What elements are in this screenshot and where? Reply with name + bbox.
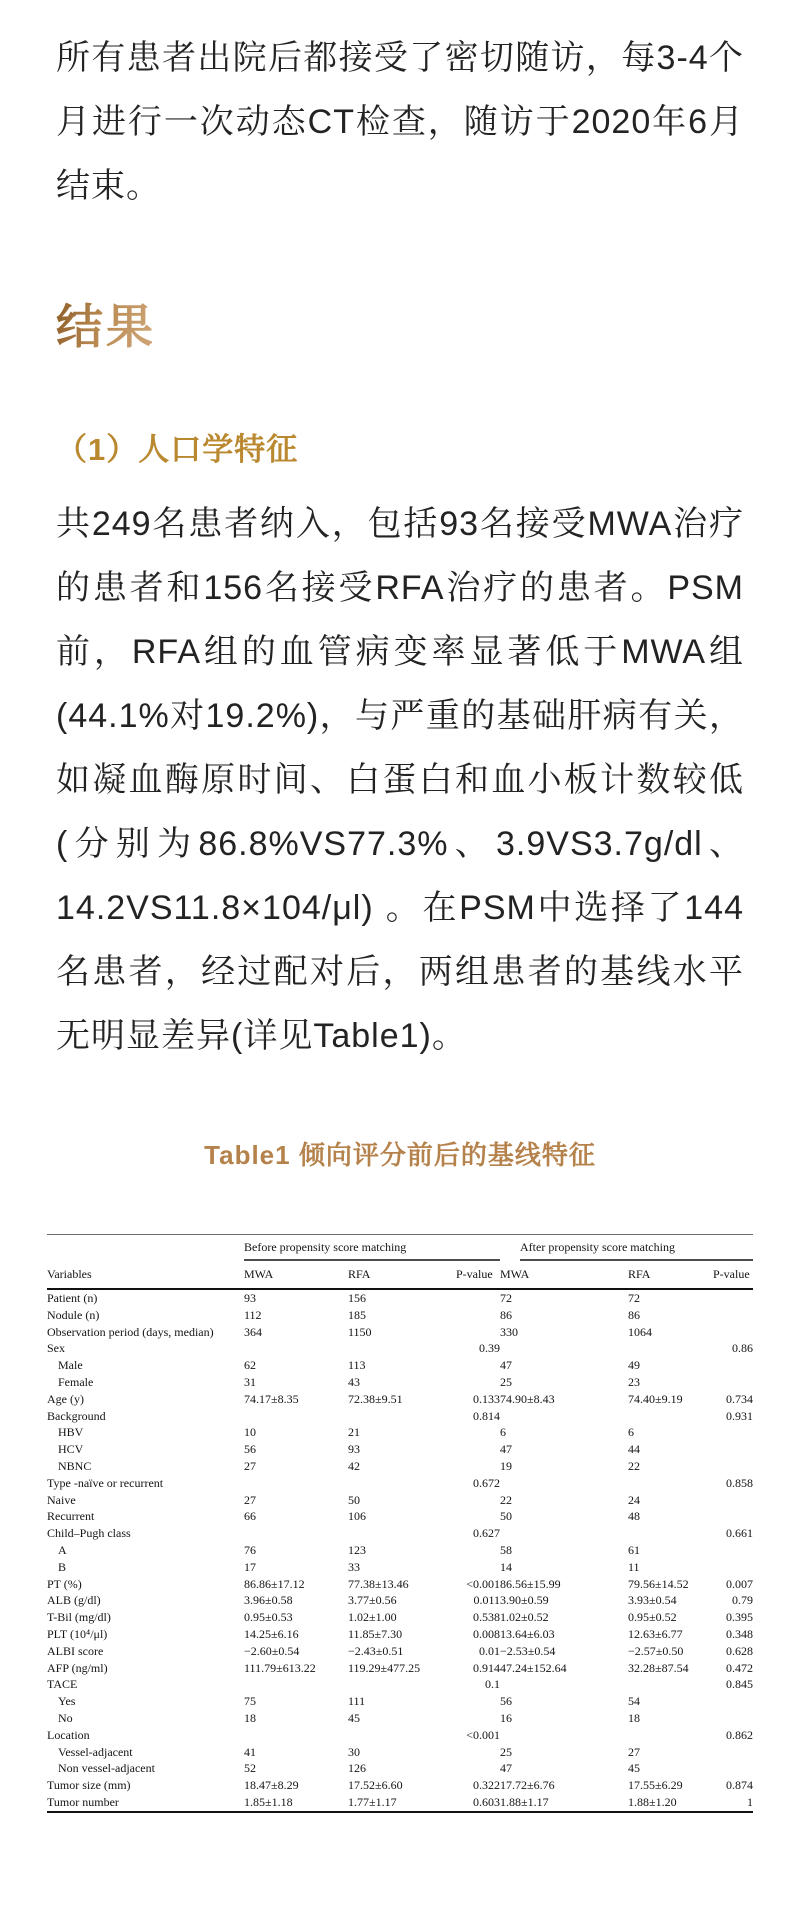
table-cell: 3.77±0.56 — [348, 1593, 397, 1608]
table-cell: 0.734 — [726, 1391, 754, 1406]
group-header-row — [47, 1235, 753, 1262]
table-row — [47, 1525, 753, 1542]
paragraph-followup: 所有患者出院后都接受了密切随访，每3-4个月进行一次动态CT检查，随访于2020年6月结束。 — [56, 39, 744, 205]
table-cell: 21 — [348, 1425, 360, 1440]
table-row — [47, 1391, 753, 1408]
table-cell — [500, 1475, 628, 1492]
table-cell: 1 — [747, 1794, 754, 1809]
table-cell: 126 — [348, 1761, 366, 1776]
table-cell — [713, 1693, 753, 1710]
table-cell: 33 — [348, 1559, 360, 1574]
table-cell: 43 — [348, 1374, 360, 1389]
table-cell: 0.007 — [726, 1576, 754, 1591]
table-cell — [244, 1525, 348, 1542]
table-cell: 72.38±9.51 — [348, 1391, 403, 1406]
table-cell — [456, 1374, 500, 1391]
row-label: Female — [58, 1374, 94, 1389]
table-cell: 0.95±0.53 — [244, 1610, 293, 1625]
table-cell: 111 — [348, 1694, 366, 1709]
table-cell: 12.63±6.77 — [628, 1626, 683, 1641]
row-label: TACE — [47, 1677, 78, 1692]
table-cell — [713, 1458, 753, 1475]
table-cell: 0.661 — [726, 1526, 754, 1541]
row-label: Non vessel-adjacent — [58, 1761, 155, 1776]
table-row — [47, 1643, 753, 1660]
table-row — [47, 1559, 753, 1576]
table-cell: 113 — [348, 1358, 366, 1373]
table-cell: 0.814 — [473, 1408, 500, 1423]
table-cell: 56 — [500, 1694, 512, 1709]
table-cell: 31 — [244, 1374, 256, 1389]
table-cell: 42 — [348, 1458, 360, 1473]
row-label: HCV — [58, 1442, 84, 1457]
table-cell — [713, 1508, 753, 1525]
table-row — [47, 1441, 753, 1458]
table-row — [47, 1693, 753, 1710]
table-cell — [348, 1475, 456, 1492]
table-cell: 0.672 — [473, 1475, 500, 1490]
row-label: Background — [47, 1408, 106, 1423]
table-cell: 0.603 — [473, 1794, 500, 1809]
column-header-rfa-after: RFA — [628, 1261, 713, 1289]
table-cell: 45 — [628, 1761, 640, 1776]
table-cell: 0.01 — [479, 1643, 500, 1658]
table-cell: 93 — [348, 1442, 360, 1457]
table-cell: 10 — [244, 1425, 256, 1440]
table-cell: 11.85±7.30 — [348, 1626, 403, 1641]
column-header-mwa-before: MWA — [244, 1261, 348, 1289]
table-cell — [456, 1324, 500, 1341]
table-cell — [456, 1307, 500, 1324]
table-cell — [348, 1676, 456, 1693]
table-cell — [456, 1760, 500, 1777]
paragraph-demographics: 共249名患者纳入，包括93名接受MWA治疗的患者和156名接受RFA治疗的患者。PSM前，RFA组的血管病变率显著低于MWA组(44.1%对19.2%)，与严重的基础肝病有关，如凝血酶原时间、白蛋白和血小板计数较低(分别为86.8%VS77.3%、3.9VS3.7g/dl、14.2VS11.8×104/μl) 。在PSM中选择了144名患者，经过配对后，两组患者的基线水平无明显差异(详见Table1)。 — [56, 505, 744, 1055]
table-row — [47, 1374, 753, 1391]
table-cell: 1.77±1.17 — [348, 1794, 397, 1809]
table-cell: 45 — [348, 1710, 360, 1725]
row-label: Sex — [47, 1341, 65, 1356]
table-row — [47, 1760, 753, 1777]
table-cell: 0.538 — [473, 1610, 500, 1625]
table-cell: 13.64±6.03 — [500, 1626, 555, 1641]
group-header-before-label: Before propensity score matching — [244, 1240, 500, 1261]
table-cell: 74.17±8.35 — [244, 1391, 299, 1406]
table-cell: 0.931 — [726, 1408, 754, 1423]
table-cell: 0.627 — [473, 1526, 500, 1541]
table-row — [47, 1475, 753, 1492]
table-cell: 32.28±87.54 — [628, 1660, 689, 1675]
table-cell: 18.47±8.29 — [244, 1778, 299, 1793]
row-label: PLT (10⁴/μl) — [47, 1626, 108, 1641]
column-header-variables: Variables — [47, 1235, 244, 1290]
row-label: NBNC — [58, 1458, 92, 1473]
table1-title: Table1 倾向评分前后的基线特征 — [204, 1140, 596, 1170]
table-cell — [713, 1324, 753, 1341]
table-row — [47, 1357, 753, 1374]
table-cell: 119.29±477.25 — [348, 1660, 421, 1675]
row-label: Child–Pugh class — [47, 1526, 131, 1541]
table-cell — [713, 1424, 753, 1441]
table-cell: 74.40±9.19 — [628, 1391, 683, 1406]
table-cell: 27 — [244, 1458, 256, 1473]
table-cell: 17.52±6.60 — [348, 1778, 403, 1793]
table-row — [47, 1340, 753, 1357]
row-label: Observation period (days, median) — [47, 1324, 214, 1339]
table-cell: 3.93±0.54 — [628, 1593, 677, 1608]
table-cell: 72 — [628, 1291, 640, 1305]
column-header-pvalue-before: P-value — [456, 1261, 500, 1289]
table-cell — [348, 1525, 456, 1542]
table-cell: 0.86 — [732, 1341, 754, 1356]
table-cell: 0.133 — [473, 1391, 500, 1406]
table-cell: 47 — [500, 1358, 512, 1373]
table-row — [47, 1458, 753, 1475]
table-cell — [244, 1340, 348, 1357]
table-row — [47, 1324, 753, 1341]
table-cell — [628, 1727, 713, 1744]
table-cell: 112 — [244, 1307, 262, 1322]
column-header-rfa-before: RFA — [348, 1261, 456, 1289]
table-cell — [348, 1340, 456, 1357]
row-label: HBV — [58, 1425, 84, 1440]
table-cell: −2.53±0.54 — [500, 1643, 556, 1658]
table-row — [47, 1626, 753, 1643]
table-cell — [456, 1542, 500, 1559]
table-row — [47, 1592, 753, 1609]
table-cell: 0.322 — [473, 1778, 500, 1793]
baseline-table-wrap — [47, 1234, 753, 1813]
table-cell — [713, 1559, 753, 1576]
row-label: Recurrent — [47, 1509, 95, 1524]
table-cell — [500, 1408, 628, 1425]
table-row — [47, 1710, 753, 1727]
table-cell: 17.55±6.29 — [628, 1778, 683, 1793]
row-label: Location — [47, 1727, 90, 1742]
table-cell: 0.628 — [726, 1643, 754, 1658]
table-cell — [500, 1727, 628, 1744]
table-cell: 56 — [244, 1442, 256, 1457]
table-cell: 22 — [628, 1458, 640, 1473]
table-cell — [456, 1289, 500, 1307]
table-cell: 0.858 — [726, 1475, 754, 1490]
table-cell: 0.95±0.52 — [628, 1610, 677, 1625]
row-label: Tumor number — [47, 1794, 119, 1809]
table-cell — [713, 1307, 753, 1324]
table-cell: 16 — [500, 1710, 512, 1725]
table-cell: 74.90±8.43 — [500, 1391, 555, 1406]
table-cell — [456, 1458, 500, 1475]
table-cell — [628, 1408, 713, 1425]
table-cell: 47 — [500, 1442, 512, 1457]
table-cell — [244, 1676, 348, 1693]
table-cell: 1.02±0.52 — [500, 1610, 549, 1625]
table-cell: 86.56±15.99 — [500, 1576, 561, 1591]
table-cell: 25 — [500, 1744, 512, 1759]
table-row — [47, 1408, 753, 1425]
group-header-before — [244, 1235, 500, 1262]
row-label: Male — [58, 1358, 83, 1373]
table-cell — [713, 1374, 753, 1391]
table-cell — [628, 1340, 713, 1357]
group-header-after-label: After propensity score matching — [520, 1240, 753, 1261]
table-cell — [628, 1525, 713, 1542]
table-cell — [244, 1475, 348, 1492]
table-row — [47, 1289, 753, 1307]
row-label: Nodule (n) — [47, 1307, 100, 1322]
table-row — [47, 1508, 753, 1525]
row-label: PT (%) — [47, 1576, 82, 1591]
table-row — [47, 1676, 753, 1693]
row-label: ALBI score — [47, 1643, 104, 1658]
table-cell: 0.395 — [726, 1610, 754, 1625]
table-cell: 86.86±17.12 — [244, 1576, 305, 1591]
table-cell: 79.56±14.52 — [628, 1576, 689, 1591]
table-cell: 52 — [244, 1761, 256, 1776]
table-cell: 185 — [348, 1307, 366, 1322]
table-cell: −2.43±0.51 — [348, 1643, 404, 1658]
table-cell: 49 — [628, 1358, 640, 1373]
table-cell — [456, 1441, 500, 1458]
table-row — [47, 1576, 753, 1593]
table-cell: 156 — [348, 1291, 366, 1305]
table-cell: 72 — [500, 1291, 512, 1305]
table-cell: 30 — [348, 1744, 360, 1759]
table-cell: 14.25±6.16 — [244, 1626, 299, 1641]
table-cell: 47.24±152.64 — [500, 1660, 567, 1675]
table-cell: 111.79±613.22 — [244, 1660, 316, 1675]
table-cell: 48 — [628, 1509, 640, 1524]
table-row — [47, 1542, 753, 1559]
table-cell: 17 — [244, 1559, 256, 1574]
table-cell: 6 — [500, 1425, 506, 1440]
table-cell — [713, 1744, 753, 1761]
table-cell — [713, 1441, 753, 1458]
table-cell: 14 — [500, 1559, 512, 1574]
table-cell — [500, 1676, 628, 1693]
table-cell — [628, 1676, 713, 1693]
table-cell — [713, 1542, 753, 1559]
table-cell: 86 — [628, 1307, 640, 1322]
column-header-mwa-after: MWA — [500, 1261, 628, 1289]
table-cell: 3.96±0.58 — [244, 1593, 293, 1608]
table-cell: 106 — [348, 1509, 366, 1524]
row-label: Naive — [47, 1492, 76, 1507]
row-label: ALB (g/dl) — [47, 1593, 101, 1608]
row-label: No — [58, 1710, 73, 1725]
table-cell: 17.72±6.76 — [500, 1778, 555, 1793]
table-cell — [456, 1710, 500, 1727]
table-cell: 0.862 — [726, 1727, 754, 1742]
table-cell — [456, 1744, 500, 1761]
table-cell: 0.008 — [473, 1626, 500, 1641]
table-row — [47, 1794, 753, 1812]
table-cell: 41 — [244, 1744, 256, 1759]
table-cell: 62 — [244, 1358, 256, 1373]
table-row — [47, 1492, 753, 1509]
table-row — [47, 1609, 753, 1626]
table-cell: 25 — [500, 1374, 512, 1389]
table-row — [47, 1307, 753, 1324]
table-cell — [713, 1492, 753, 1509]
table-cell — [348, 1727, 456, 1744]
row-label: B — [58, 1559, 67, 1574]
table-cell: 330 — [500, 1324, 518, 1339]
table-cell: 0.79 — [732, 1593, 754, 1608]
table-row — [47, 1424, 753, 1441]
table-cell: 19 — [500, 1458, 512, 1473]
group-header-after — [500, 1235, 753, 1262]
table-cell: 77.38±13.46 — [348, 1576, 409, 1591]
table-cell — [244, 1727, 348, 1744]
table-cell — [244, 1408, 348, 1425]
row-label: T-Bil (mg/dl) — [47, 1610, 111, 1625]
table-cell: 123 — [348, 1542, 366, 1557]
table-cell: 50 — [500, 1509, 512, 1524]
row-label: Patient (n) — [47, 1291, 98, 1305]
table-cell: 1.88±1.17 — [500, 1794, 549, 1809]
row-label: Tumor size (mm) — [47, 1778, 131, 1793]
table-cell: 27 — [628, 1744, 640, 1759]
table-row — [47, 1660, 753, 1677]
table-cell: 1.88±1.20 — [628, 1794, 677, 1809]
table-cell: 1.85±1.18 — [244, 1794, 293, 1809]
baseline-characteristics-table — [47, 1234, 753, 1813]
table-cell: 1064 — [628, 1324, 652, 1339]
table-cell: 54 — [628, 1694, 640, 1709]
table-cell: 58 — [500, 1542, 512, 1557]
table-cell: 0.39 — [479, 1341, 500, 1356]
table-cell: 11 — [628, 1559, 640, 1574]
column-header-pvalue-after: P-value — [713, 1261, 753, 1289]
table-cell: 75 — [244, 1694, 256, 1709]
table-cell — [500, 1340, 628, 1357]
table-cell: 24 — [628, 1492, 640, 1507]
table-cell: 18 — [244, 1710, 256, 1725]
table-cell: 0.874 — [726, 1778, 754, 1793]
table-cell: 3.90±0.59 — [500, 1593, 549, 1608]
table-cell: 61 — [628, 1542, 640, 1557]
table-cell: 23 — [628, 1374, 640, 1389]
table-cell: 22 — [500, 1492, 512, 1507]
table-cell: 50 — [348, 1492, 360, 1507]
table-cell: 0.348 — [726, 1626, 754, 1641]
table-row — [47, 1727, 753, 1744]
table-cell: <0.001 — [466, 1727, 500, 1742]
table-cell — [456, 1559, 500, 1576]
row-label: Age (y) — [47, 1391, 84, 1406]
table-cell: 93 — [244, 1291, 256, 1305]
table-cell: 0.472 — [726, 1660, 754, 1675]
table-cell — [713, 1289, 753, 1307]
section-heading-results: 结果 — [56, 302, 156, 354]
table-cell — [628, 1475, 713, 1492]
table-cell — [456, 1693, 500, 1710]
table-cell — [713, 1710, 753, 1727]
table-cell: 6 — [628, 1425, 634, 1440]
row-label: A — [58, 1542, 67, 1557]
table-cell: 0.914 — [473, 1660, 500, 1675]
table-cell: 76 — [244, 1542, 256, 1557]
table-row — [47, 1744, 753, 1761]
table-cell — [456, 1492, 500, 1509]
table-cell — [713, 1760, 753, 1777]
table-row — [47, 1777, 753, 1794]
table-cell — [456, 1424, 500, 1441]
table-cell — [456, 1508, 500, 1525]
table-cell: 0.1 — [485, 1677, 500, 1692]
row-label: Yes — [58, 1694, 76, 1709]
row-label: Type -naïve or recurrent — [47, 1475, 164, 1490]
table-cell: 66 — [244, 1509, 256, 1524]
table-cell: 1150 — [348, 1324, 372, 1339]
table-cell: 18 — [628, 1710, 640, 1725]
table-cell: 27 — [244, 1492, 256, 1507]
table-cell: 1.02±1.00 — [348, 1610, 397, 1625]
table-cell — [713, 1357, 753, 1374]
subsection-heading-demographics: （1）人口学特征 — [56, 432, 299, 467]
table-cell — [456, 1357, 500, 1374]
table-cell — [500, 1525, 628, 1542]
table-cell — [348, 1408, 456, 1425]
table-cell: 0.011 — [473, 1593, 500, 1608]
table-cell: 86 — [500, 1307, 512, 1322]
table-cell: <0.001 — [466, 1576, 500, 1591]
table-cell: 47 — [500, 1761, 512, 1776]
table-body — [47, 1289, 753, 1812]
table-cell: 44 — [628, 1442, 640, 1457]
table-cell: 364 — [244, 1324, 262, 1339]
row-label: AFP (ng/ml) — [47, 1660, 108, 1675]
table-cell: −2.57±0.50 — [628, 1643, 684, 1658]
table-cell: −2.60±0.54 — [244, 1643, 300, 1658]
row-label: Vessel-adjacent — [58, 1744, 133, 1759]
table-cell: 0.845 — [726, 1677, 754, 1692]
table-head — [47, 1235, 753, 1290]
